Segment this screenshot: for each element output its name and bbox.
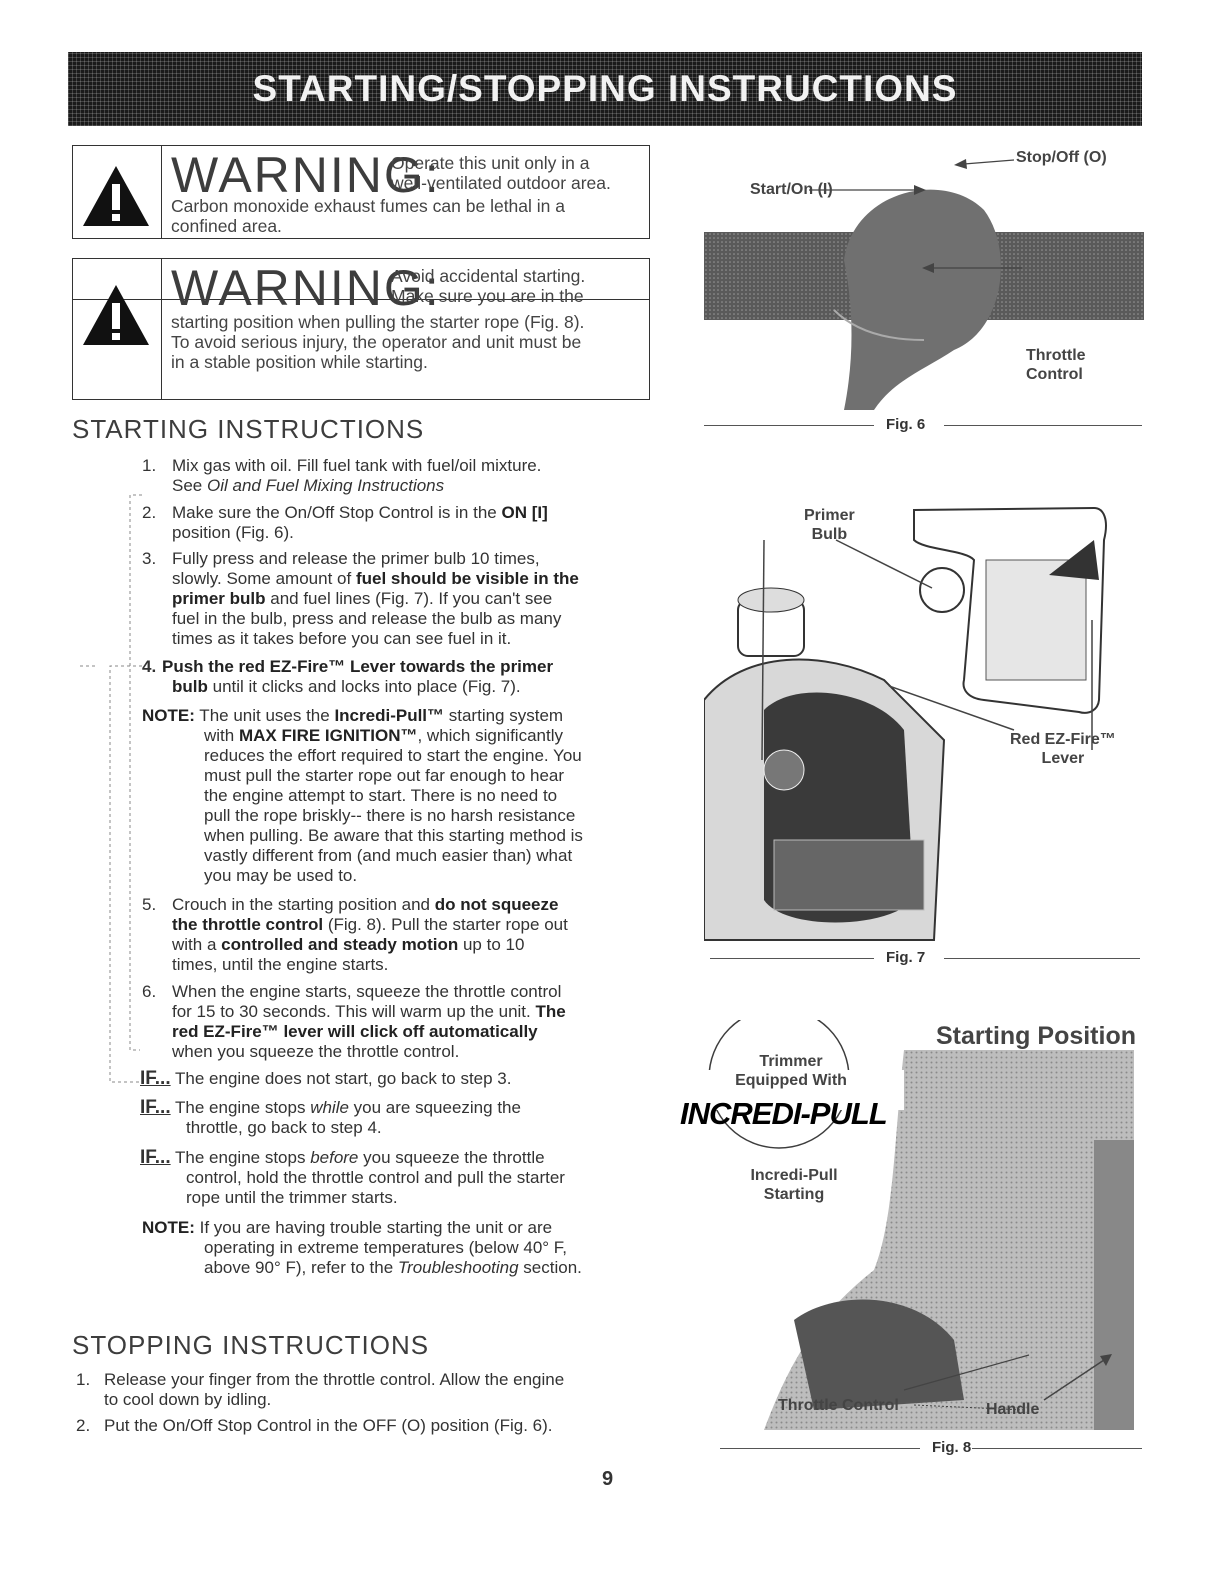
stop-step-1: Release your finger from the throttle control. Allow the engine to cool down by idling. — [104, 1370, 565, 1409]
step-3: Fully press and release the primer bulb 10 times, slowly. Some amount of fuel should be visible in the primer bulb and fuel lines (Fig. 7). If you can't see fuel in the bulb, press and release the bulb as many times as it takes before you can see fuel in it. — [172, 549, 579, 648]
trimmer-equipped-label: Trimmer Equipped With — [735, 1053, 847, 1089]
section-banner — [68, 52, 1142, 126]
primer-bulb-label: Primer Bulb — [804, 507, 855, 543]
incredi-pull-starting-label: Incredi-Pull Starting — [750, 1167, 838, 1203]
page-number: 9 — [602, 1468, 614, 1490]
ez-fire-lever-label: Red EZ-Fire™ Lever — [1010, 731, 1116, 767]
warning-box-ventilation: WARNING: Operate this unit only in a well-ventilated outdoor area. Carbon monoxide exhaust fumes can be lethal in a confined area. — [72, 145, 650, 239]
step-6: When the engine starts, squeeze the throttle control for 15 to 30 seconds. This will warm up the unit. The red EZ-Fire™ lever will click off automatically when you squeeze the throttle control. — [172, 982, 566, 1061]
fig8-caption: Fig. 8 — [932, 1439, 972, 1456]
note-troubleshooting: NOTE: If you are having trouble starting the unit or are operating in extreme temperatures (below 40° F, above 90° F), refer to the Troubleshooting section. — [142, 1218, 582, 1277]
stop-step-2: Put the On/Off Stop Control in the OFF (O) position (Fig. 6). — [104, 1416, 553, 1435]
warning-word: WARNING: — [171, 147, 441, 203]
start-on-label: Start/On (I) — [750, 181, 833, 198]
note-incredi-pull: NOTE: The unit uses the Incredi-Pull™ starting system with MAX FIRE IGNITION™, which significantly — [142, 706, 564, 745]
step-5: Crouch in the starting position and do not squeeze the throttle control (Fig. 8). Pull the starter rope out with a controlled and steady motion up to 10 times, until the engine starts. — [172, 895, 568, 974]
handle-label: Handle — [986, 1401, 1040, 1418]
warning-triangle-icon — [81, 164, 151, 228]
if-stops-while: IF... The engine stops while you are squeezing the throttle, go back to step 4. — [140, 1097, 521, 1137]
if-stops-before: IF... The engine stops before you squeeze the throttle control, hold the throttle control and pull the starter rope until the trimmer starts. — [140, 1147, 565, 1207]
warning-triangle-icon — [81, 283, 151, 347]
warning-word: WARNING: — [171, 260, 441, 316]
starting-heading: STARTING INSTRUCTIONS — [72, 414, 425, 444]
note-incredi-pull-body: reduces the effort required to start the engine. You must pull the starter rope out far enough to hear the engine attempt to start. There is no need to pull the rope briskly-- there is no harsh resistance when pulling. Be aware that this starting method is vastly different from (and much easier than) what you may be used to. — [204, 746, 583, 885]
warning-box-accidental-start: WARNING: Avoid accidental starting. Make sure you are in the starting position when pulling the starter rope (Fig. 8). To avoid serious injury, the operator and unit must be in a stable position while starting. — [72, 258, 650, 400]
fig6-caption: Fig. 6 — [886, 416, 926, 433]
fig7-engine-illustration — [704, 500, 1144, 950]
step-2: Make sure the On/Off Stop Control is in the ON [I] position (Fig. 6). — [172, 503, 548, 542]
throttle-control-label-fig8: Throttle Control — [778, 1397, 899, 1414]
step-4: Push the red EZ-Fire™ Lever towards the primer bulb until it clicks and locks into place (Fig. 7). — [162, 657, 554, 696]
throttle-control-label: Throttle Control — [1026, 347, 1086, 383]
dashed-guide-lines — [70, 460, 150, 1130]
fig7-caption: Fig. 7 — [886, 949, 926, 966]
banner-title: STARTING/STOPPING INSTRUCTIONS — [252, 68, 958, 109]
stop-off-label: Stop/Off (O) — [1016, 149, 1107, 166]
incredi-pull-logo: INCREDI-PULL — [680, 1096, 887, 1131]
stopping-heading: STOPPING INSTRUCTIONS — [72, 1330, 430, 1360]
if-not-start: IF... The engine does not start, go back to step 3. — [140, 1068, 512, 1089]
step-1: Mix gas with oil. Fill fuel tank with fuel/oil mixture. See Oil and Fuel Mixing Instructions — [172, 456, 542, 495]
starting-position-title: Starting Position — [936, 1022, 1136, 1050]
